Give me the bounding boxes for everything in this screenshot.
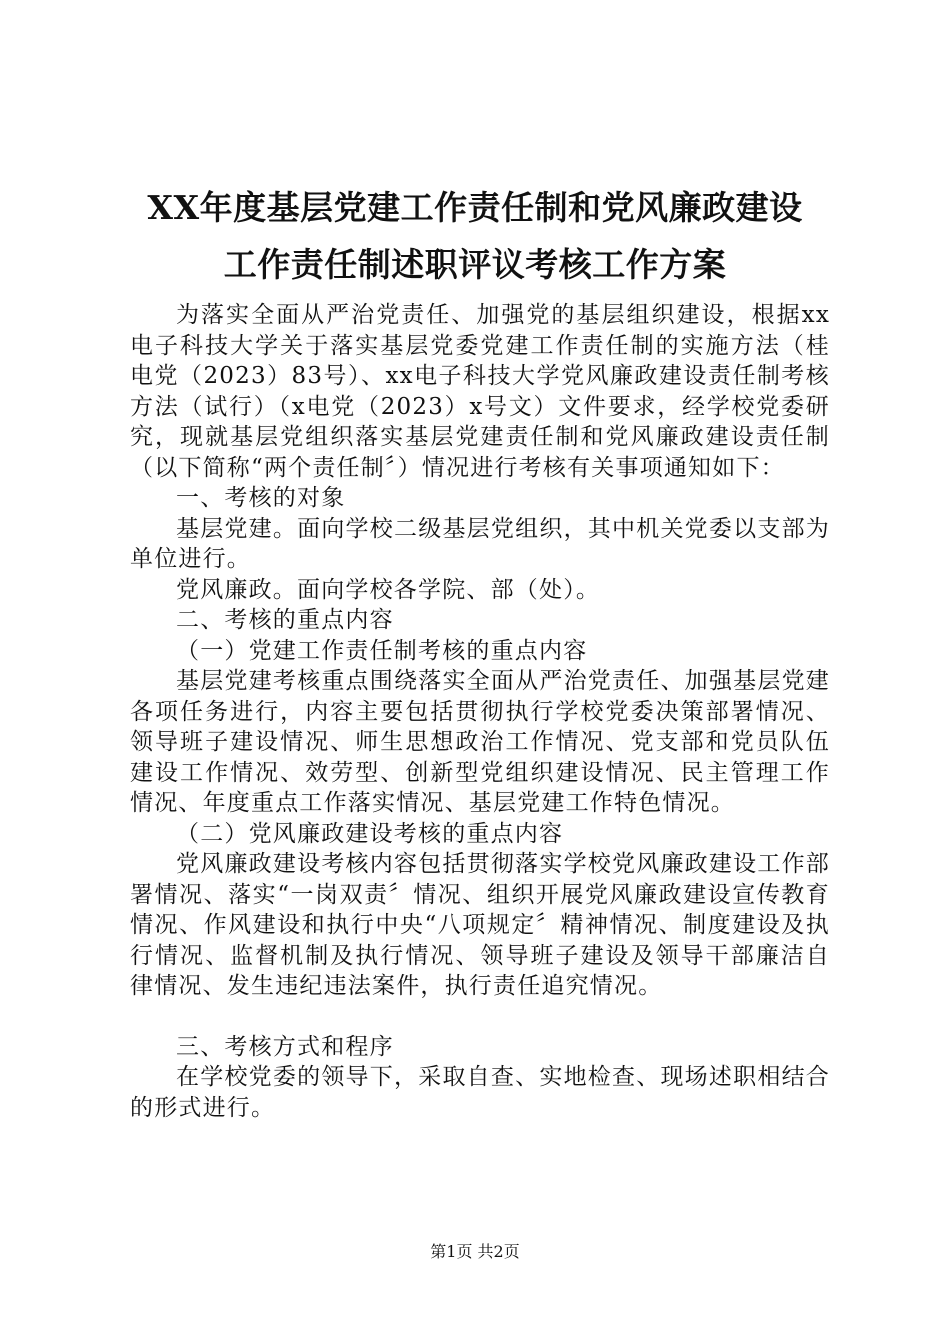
paragraph-party-building-target: 基层党建。面向学校二级基层党组织，其中机关党委以支部为单位进行。 [130,515,830,572]
section-heading-1: 一、考核的对象 [176,485,346,511]
section-heading-3: 三、考核方式和程序 [176,1033,394,1060]
page-number-footer: 第1页 共2页 [430,1242,520,1261]
section-heading-2: 二、考核的重点内容 [176,607,394,633]
document-title-line-2: 工作责任制述职评议考核工作方案 [223,245,727,284]
paragraph-integrity-target: 党风廉政。面向学校各学院、部（处）。 [176,576,601,603]
paragraph-method: 在学校党委的领导下，采取自查、实地检查、现场述职相结合的形式进行。 [130,1064,830,1121]
document-title-line-1: XX年度基层党建工作责任制和党风廉政建设 [147,188,803,227]
document-body [130,300,830,1123]
subsection-heading-1: （一）党建工作责任制考核的重点内容 [176,637,588,664]
paragraph-integrity-content: 党风廉政建设考核内容包括贯彻落实学校党风廉政建设工作部署情况、落实“一岗双责〞情况、组织开展党风廉政建设宣传教育情况、作风建设和执行中央“八项规定〞精神情况、制度建设及执行情况、监督机制及执行情况、领导班子建设及领导干部廉洁自律情况、发生违纪违法案件，执行责任追究情况。 [130,851,830,999]
paragraph-party-building-content: 基层党建考核重点围绕落实全面从严治党责任、加强基层党建各项任务进行，内容主要包括贯彻执行学校党委决策部署情况、领导班子建设情况、师生思想政治工作情况、党支部和党员队伍建设工作情况、效劳型、创新型党组织建设情况、民主管理工作情况、年度重点工作落实情况、基层党建工作特色情况。 [130,668,830,816]
intro-paragraph: 为落实全面从严治党责任、加强党的基层组织建设，根据xx电子科技大学关于落实基层党委党建工作责任制的实施方法（桂电党（2023）83号）、xx电子科技大学党风廉政建设责任制考核方法（试行）（x电党（2023）x号文）文件要求，经学校党委研究，现就基层党组织落实基层党建责任制和党风廉政建设责任制（以下简称“两个责任制〞）情况进行考核有关事项通知如下： [130,302,830,481]
subsection-heading-2: （二）党风廉政建设考核的重点内容 [176,820,564,847]
